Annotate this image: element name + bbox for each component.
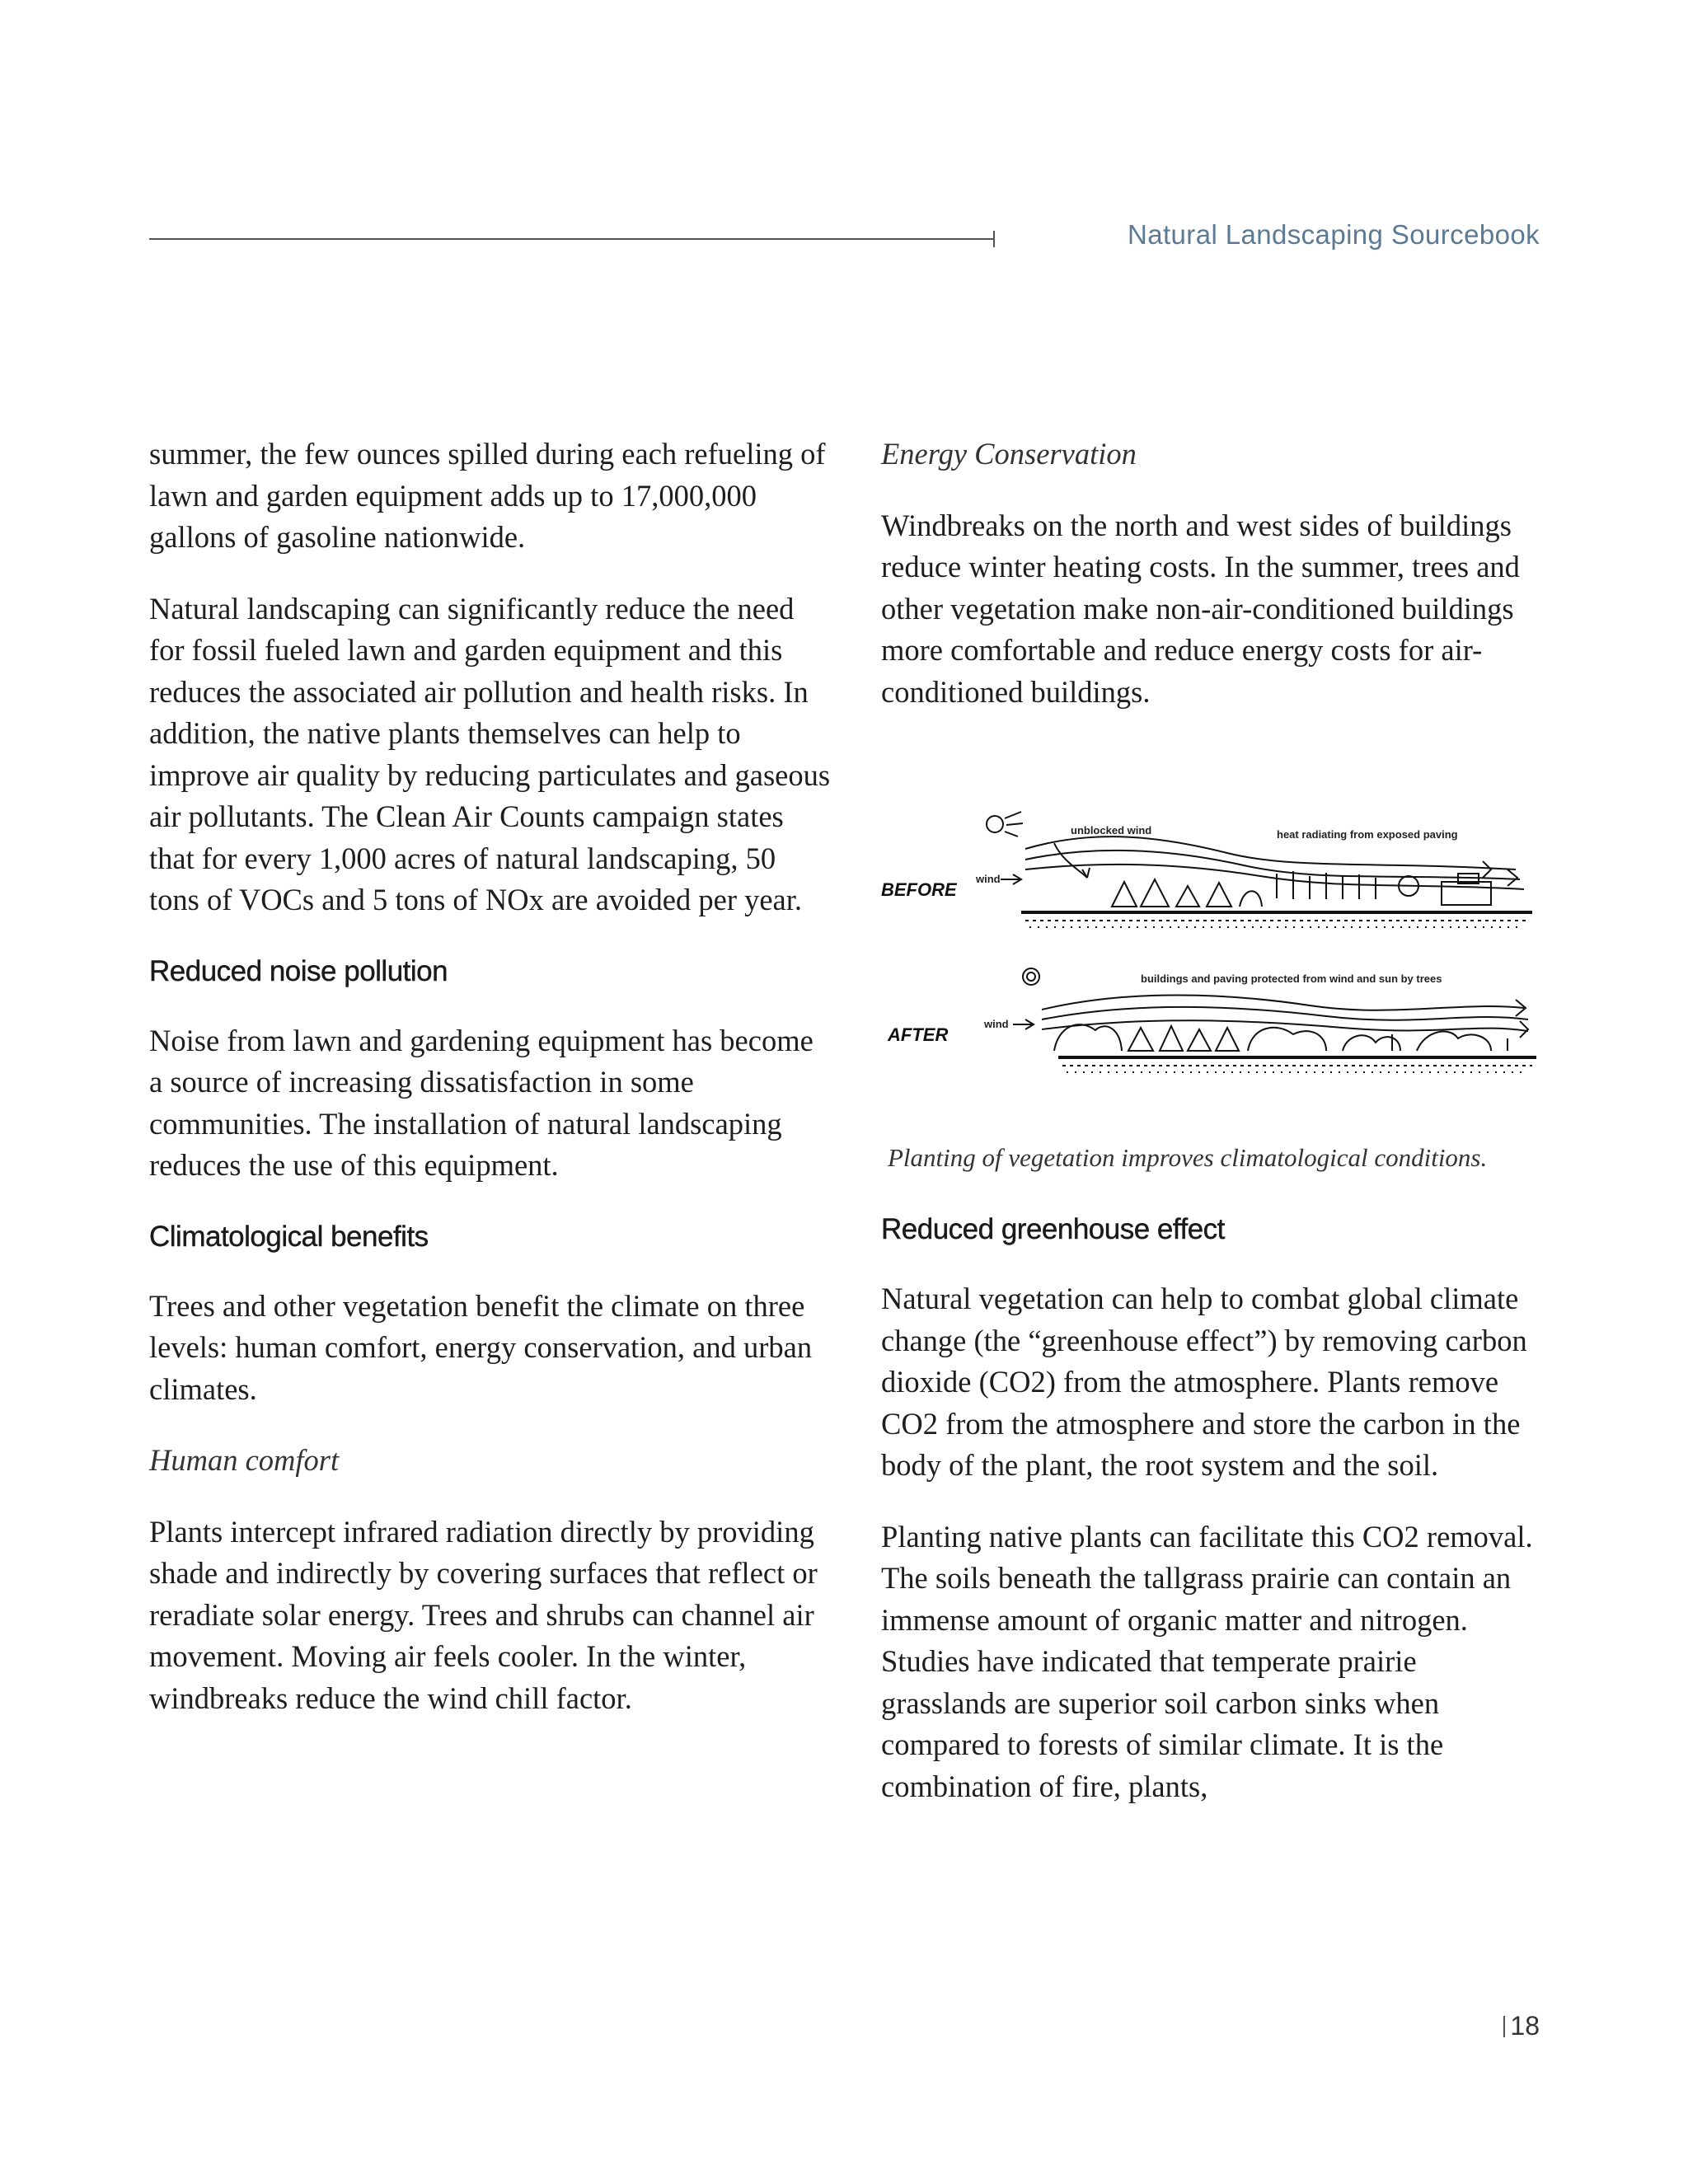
note-protected-by-trees: buildings and paving protected from wind and sun by trees xyxy=(1141,972,1442,985)
paragraph-co2-removal: Planting native plants can facilitate this CO2 removal. The soils beneath the tallgrass prairie can contain an immense amount of organic matter and nitrogen. Studies have indicated that temperate prairie grasslands are superior soil carbon sinks when compared to forests of similar climate. It is the combination of fire, plants, xyxy=(881,1519,1533,1803)
header-rule xyxy=(149,238,994,240)
wind-label-before: wind xyxy=(976,873,1001,885)
page-number-bar xyxy=(1503,2016,1505,2037)
heading-noise-pollution: Reduced noise pollution xyxy=(149,954,448,987)
paragraph-climate-levels: Trees and other vegetation benefit the climate on three levels: human comfort, energy conservation, and urban climates. xyxy=(149,1288,813,1406)
note-heat-radiating: heat radiating from exposed paving xyxy=(1277,828,1458,841)
note-unblocked-wind: unblocked wind xyxy=(1071,824,1152,837)
left-column xyxy=(149,434,833,1749)
running-title: Natural Landscaping Sourcebook xyxy=(1128,219,1540,250)
illustration-drawing xyxy=(881,804,1549,1117)
paragraph-human-comfort: Plants intercept infrared radiation directly by providing shade and indirectly by covering surfaces that reflect or reradiate solar energy. Trees and shrubs can channel air movement. Moving air feels cooler. In the winter, windbreaks reduce the wind chill factor. xyxy=(149,1514,818,1715)
subheading-energy-conservation: Energy Conservation xyxy=(881,437,1137,471)
right-column xyxy=(881,434,1549,1837)
paragraph-air-pollution: Natural landscaping can significantly reduce the need for fossil fueled lawn and garden equipment and this reduces the associated air pollution and health risks. In addition, the native plants themselves can help to improve air quality by reducing particulates and gaseous air pollutants. The Clean Air Counts campaign states that for every 1,000 acres of natural landscaping, 50 tons of VOCs and 5 tons of NOx are avoided per year. xyxy=(149,591,831,916)
page-number-text: 18 xyxy=(1510,2011,1540,2041)
after-label: AFTER xyxy=(888,1024,949,1045)
heading-greenhouse-effect: Reduced greenhouse effect xyxy=(881,1213,1225,1245)
before-after-illustration xyxy=(881,804,1549,1117)
header-rule-tick xyxy=(993,231,995,247)
sun-icon xyxy=(987,816,1003,832)
wind-label-after: wind xyxy=(984,1018,1009,1030)
subheading-human-comfort: Human comfort xyxy=(149,1443,340,1477)
figure-caption: Planting of vegetation improves climatological conditions. xyxy=(888,1143,1488,1172)
before-label: BEFORE xyxy=(881,879,957,900)
heading-climatological-benefits: Climatological benefits xyxy=(149,1220,429,1253)
paragraph-greenhouse: Natural vegetation can help to combat global climate change (the “greenhouse effect”) by removing carbon dioxide (CO2) from the atmosphere. Plants remove CO2 from the atmosphere and store the carbon in the body of the plant, the root system and the soil. xyxy=(881,1282,1527,1482)
paragraph-windbreaks: Windbreaks on the north and west sides of buildings reduce winter heating costs. In the summer, trees and other vegetation make non-air-conditioned buildings more comfortable and reduce energy costs for air-conditioned buildings. xyxy=(881,508,1520,709)
paragraph-noise: Noise from lawn and gardening equipment has become a source of increasing dissatisfaction in some communities. The installation of natural landscaping reduces the use of this equipment. xyxy=(149,1023,814,1182)
paragraph-fuel: summer, the few ounces spilled during each refueling of lawn and garden equipment adds up to 17,000,000 gallons of gasoline nationwide. xyxy=(149,437,826,554)
page-number xyxy=(1503,2011,1540,2041)
